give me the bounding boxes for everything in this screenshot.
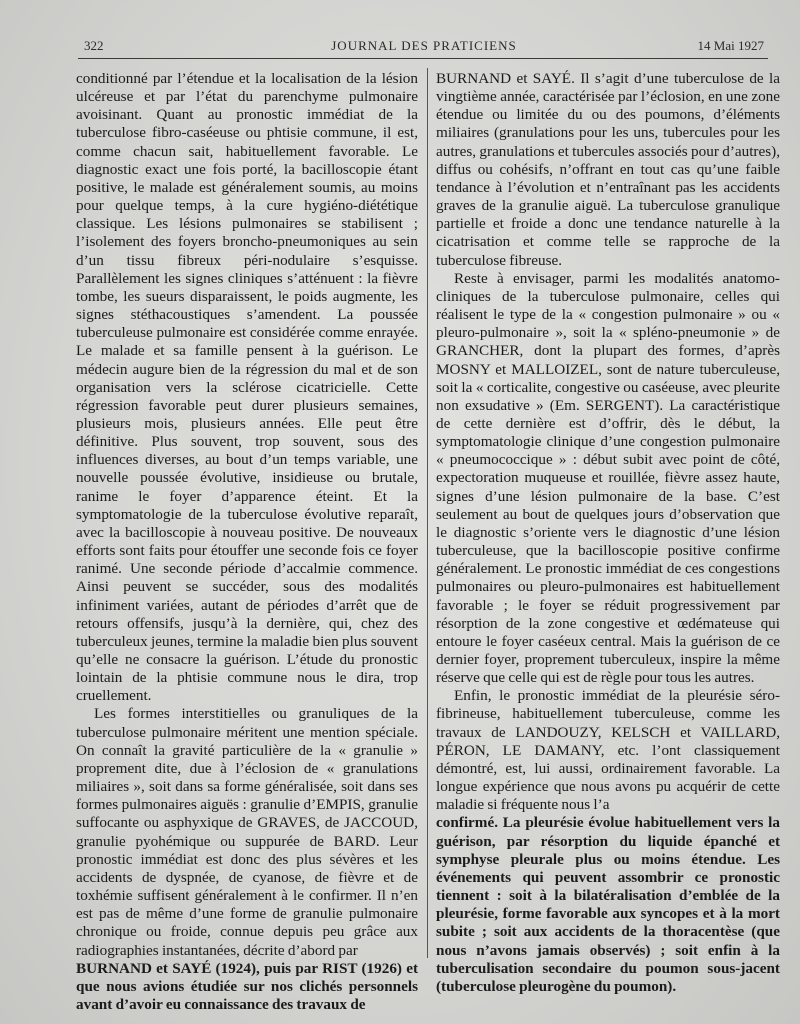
paragraph: Les formes interstitielles ou granuliques de la tuberculose pulmonaire méritent une mention spéciale. On connaît la gravité particulière de la « granulie » proprement dite, due à l’éclosion de « granulations miliaires », soit dans sa forme généralisée, soit dans ses formes pulmonaires aiguës : granulie d’EMPIS, granulie suffocante ou asphyxique de GRAVES, de JACCOUD, granulie pyohémique ou suppurée de BARD. Leur pronostic immédiat est donc des plus sévères et les accidents de dyspnée, de cyanose, de fièvre et de toxhémie suffisent généralement à le confirmer. Il n’en est pas de même d’une forme de granulie pulmonaire chronique ou froide, connue depuis peu grâce aux radiographies instantanées, décrite d’abord par xyxy=(76,705,418,959)
paragraph: Reste à envisager, parmi les modalités anatomo-cliniques de la tuberculose pulmonaire, celles qui réalisent le type de la « congestion pulmonaire » ou « pleuro-pulmonaire », soit la « spléno-pneumonie » de GRANCHER, dont la plupart des formes, d’après MOSNY et MALLOIZEL, sont de nature tuberculeuse, soit la « corticalite, congestive ou caséeuse, avec pleurite non exsudative » (Em. SERGENT). La caractéristique de cette dernière est d’offrir, dès le début, la symptomatologie clinique d’une congestion pulmonaire « pneumococcique » : début subit avec point de côté, expectoration muqueuse et rouillée, fièvre assez haute, signes d’une lésion pulmonaire de la base. C’est seulement au bout de quelques jours d’observation que le diagnostic s’oriente vers le diagnostic d’une lésion tuberculeuse, que la bacilloscopie positive confirme généralement. Le pronostic immédiat de ces congestions pulmonaires ou pleuro-pulmonaires est habituellement favorable ; le foyer se réduit progressivement par résorption de la zone congestive et œdémateuse qui entoure le foyer caséeux central. Mais la guérison de ce dernier foyer, proprement tuberculeux, inspire la même réserve que celle qui est de règle pour tous les autres. xyxy=(436,269,780,687)
page-number: 322 xyxy=(84,38,104,53)
paragraph: BURNAND et SAYÉ. Il s’agit d’une tuberculose de la vingtième année, caractérisée par l’éclosion, en une zone étendue ou limitée du ou des poumons, d’éléments miliaires (granulations pour les uns, tubercules pour les autres, granulations et tubercules associés pour d’autres), diffus ou cohésifs, n’offrant en tout cas qu’une faible tendance à l’évolution et n’entraînant pas les accidents graves de la granulie aiguë. La tuberculose granulique partielle et froide a donc une tendance naturelle à la cicatrisation et comme telle se rapproche de la tuberculose fibreuse. xyxy=(436,70,780,269)
paragraph: conditionné par l’étendue et la localisation de la lésion ulcéreuse et par l’état du parenchyme pulmonaire avoisinant. Quant au pronostic immédiat de la tuberculose fibro-caséeuse ou phtisie commune, il est, comme chacun sait, habituellement favorable. Le diagnostic exact une fois porté, la bacilloscopie étant positive, le malade est généralement soumis, au moins pour quelque temps, à la cure hygiéno-diététique classique. Les lésions pulmonaires se stabilisent ; l’isolement des foyers broncho-pneumoniques au sein d’un tissu fibreux péri-nodulaire s’esquisse. Parallèlement les signes cliniques s’atténuent : la fièvre tombe, les sueurs disparaissent, le poids augmente, les signes stéthacoustiques s’amendent. La poussée tuberculeuse pulmonaire est considérée comme enrayée. Le malade et sa famille pensent à la guérison. Le médecin augure bien de la régression du mal et de son organisation vers la sclérose cicatricielle. Cette régression favorable peut durer plusieurs semaines, plusieurs mois, plusieurs années. Elle peut être définitive. Plus souvent, trop souvent, sous des influences diverses, au bout d’un temps variable, une nouvelle poussée évolutive, insidieuse ou brutale, ranime le foyer d’apparence éteint. Et la symptomatologie de la tuberculose évolutive reparaît, avec la bacilloscopie à nouveau positive. De nouveaux efforts sont faits pour étouffer une seconde fois ce foyer ranimé. Une seconde période d’accalmie commence. Ainsi peuvent se succéder, sous des modalités infiniment variées, autant de périodes d’arrêt que de retours offensifs, jusqu’à la dernière, qui, chez des tuberculeux jeunes, termine la maladie bien plus souvent qu’elle ne consacre la guérison. L’étude du pronostic lointain de la phtisie commune nous le dira, trop cruellement. xyxy=(76,70,418,705)
journal-title: JOURNAL DES PRATICIENS xyxy=(331,38,517,53)
left-column xyxy=(76,70,418,1014)
header-rule xyxy=(78,58,768,59)
paragraph: confirmé. La pleurésie évolue habituellement vers la guérison, par résorption du liquide épanché et symphyse pleurale plus ou moins étendue. Les événements qui peuvent assombrir ce pronostic tiennent : soit à la bilatéralisation d’emblée de la pleurésie, forme favorable aux syncopes et à la mort subite ; soit aux accidents de la thoracentèse (que nous n’avons jamais observés) ; soit enfin à la tuberculisation secondaire du poumon sous-jacent (tuberculose pleurogène du poumon). xyxy=(436,814,780,995)
page-header xyxy=(84,38,764,54)
column-divider xyxy=(427,68,428,958)
paragraph: Enfin, le pronostic immédiat de la pleurésie séro-fibrineuse, habituellement tuberculeuse, comme les travaux de LANDOUZY, KELSCH et VAILLARD, PÉRON, LE DAMANY, etc. l’ont classiquement démontré, est, lui aussi, ordinairement favorable. La longue expérience que nous avons pu acquérir de cette maladie si fréquente nous l’a xyxy=(436,687,780,814)
issue-date: 14 Mai 1927 xyxy=(697,38,764,53)
paragraph: BURNAND et SAYÉ (1924), puis par RIST (1926) et que nous avions étudiée sur nos clichés personnels avant d’avoir eu connaissance des travaux de xyxy=(76,959,418,1013)
right-column xyxy=(436,70,780,996)
